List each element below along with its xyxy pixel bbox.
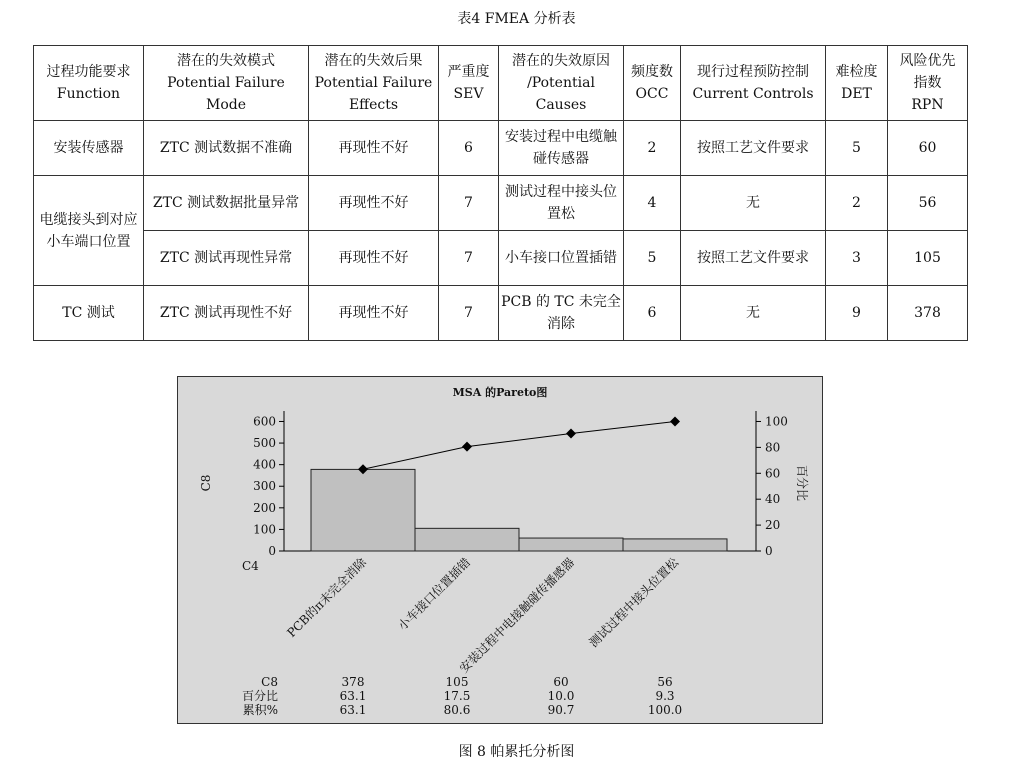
cell-rpn: 60	[888, 121, 968, 176]
cumulative-line	[363, 421, 675, 469]
cell-function: 安装传感器	[34, 121, 144, 176]
cell-sev: 7	[439, 286, 499, 341]
summary-row-label: 百分比	[241, 689, 278, 703]
x-category-label: 小车接口位置插错	[395, 555, 474, 634]
cumulative-point	[462, 442, 472, 452]
cell-function: TC 测试	[34, 286, 144, 341]
cell-det: 3	[826, 231, 888, 286]
cell-mode: ZTC 测试再现性异常	[144, 231, 309, 286]
y-tick-label: 0	[268, 544, 276, 558]
y-tick-label: 600	[253, 414, 276, 429]
cell-sev: 6	[439, 121, 499, 176]
y2-axis-label: 百分比	[795, 464, 809, 502]
summary-cell: 17.5	[443, 689, 471, 703]
cell-mode: ZTC 测试数据批量异常	[144, 176, 309, 231]
cell-control: 无	[681, 176, 826, 231]
x-category-label: 安装过程中电接触碰传播感器	[456, 555, 578, 676]
table-caption: 表4 FMEA 分析表	[457, 11, 576, 27]
table-row	[34, 176, 968, 231]
cell-rpn: 378	[888, 286, 968, 341]
summary-row-label: C8	[261, 675, 278, 689]
header-det: 难检度 DET	[826, 46, 888, 121]
cell-function: 电缆接头到对应小车端口位置	[34, 176, 144, 286]
cell-effect: 再现性不好	[309, 176, 439, 231]
cell-effect: 再现性不好	[309, 286, 439, 341]
bar	[623, 539, 727, 551]
summary-cell: 90.7	[547, 703, 575, 717]
cell-cause: 安装过程中电缆触碰传感器	[499, 121, 624, 176]
cumulative-point	[566, 429, 576, 439]
cell-control: 无	[681, 286, 826, 341]
cell-rpn: 105	[888, 231, 968, 286]
cell-det: 2	[826, 176, 888, 231]
table-row	[34, 286, 968, 341]
summary-cell: 9.3	[655, 689, 675, 703]
y-axis-label: C8	[199, 474, 213, 492]
y2-tick-label: 100	[765, 414, 788, 429]
header-sev: 严重度 SEV	[439, 46, 499, 121]
cell-mode: ZTC 测试数据不准确	[144, 121, 309, 176]
cell-sev: 7	[439, 176, 499, 231]
bar	[519, 538, 623, 551]
cell-sev: 7	[439, 231, 499, 286]
summary-cell: 63.1	[339, 703, 367, 717]
cell-occ: 5	[624, 231, 681, 286]
cell-det: 5	[826, 121, 888, 176]
header-causes: 潜在的失效原因 /Potential Causes	[499, 46, 624, 121]
figure-caption: 图 8 帕累托分析图	[458, 744, 575, 760]
summary-cell: 378	[341, 675, 365, 689]
summary-cell: 56	[657, 675, 673, 689]
y2-tick-label: 60	[765, 466, 781, 481]
y2-tick-label: 0	[765, 544, 773, 558]
summary-cell: 63.1	[339, 689, 367, 703]
cell-mode: ZTC 测试再现性不好	[144, 286, 309, 341]
y-tick-label: 500	[253, 436, 276, 451]
x-axis-label: C4	[242, 559, 259, 573]
x-category-label: 测试过程中接头位置松	[586, 555, 682, 650]
cell-control: 按照工艺文件要求	[681, 231, 826, 286]
cell-effect: 再现性不好	[309, 231, 439, 286]
y2-tick-label: 20	[765, 518, 781, 533]
cell-cause: PCB 的 TC 未完全消除	[499, 286, 624, 341]
cell-control: 按照工艺文件要求	[681, 121, 826, 176]
header-function: 过程功能要求 Function	[34, 46, 144, 121]
table-row	[34, 231, 968, 286]
fmea-table	[33, 45, 968, 341]
cell-occ: 4	[624, 176, 681, 231]
cumulative-point	[670, 416, 680, 426]
cell-rpn: 56	[888, 176, 968, 231]
pareto-chart-svg	[178, 377, 822, 723]
summary-cell: 80.6	[443, 703, 471, 717]
cell-cause: 小车接口位置插错	[499, 231, 624, 286]
cell-det: 9	[826, 286, 888, 341]
table-row	[34, 121, 968, 176]
summary-cell: 105	[445, 675, 469, 689]
pareto-chart	[177, 376, 823, 724]
x-category-label: PCB的π未完全消除	[284, 555, 370, 641]
summary-row-label: 累积%	[242, 703, 278, 717]
header-rpn: 风险优先 指数 RPN	[888, 46, 968, 121]
header-controls: 现行过程预防控制 Current Controls	[681, 46, 826, 121]
cell-effect: 再现性不好	[309, 121, 439, 176]
header-failure-effects: 潜在的失效后果 Potential Failure Effects	[309, 46, 439, 121]
header-occ: 频度数 OCC	[624, 46, 681, 121]
cell-cause: 测试过程中接头位置松	[499, 176, 624, 231]
header-failure-mode: 潜在的失效模式 Potential Failure Mode	[144, 46, 309, 121]
y-tick-label: 400	[253, 457, 276, 472]
table-header-row	[34, 46, 968, 121]
bar	[311, 469, 415, 551]
cell-occ: 2	[624, 121, 681, 176]
bar	[415, 528, 519, 551]
summary-cell: 60	[553, 675, 569, 689]
y2-tick-label: 40	[765, 492, 781, 507]
chart-title: MSA 的Pareto图	[452, 386, 548, 399]
cell-occ: 6	[624, 286, 681, 341]
summary-cell: 10.0	[547, 689, 575, 703]
summary-cell: 100.0	[647, 703, 683, 717]
y-tick-label: 100	[253, 522, 276, 537]
y2-tick-label: 80	[765, 440, 781, 455]
y-tick-label: 300	[253, 479, 276, 494]
y-tick-label: 200	[253, 500, 276, 515]
